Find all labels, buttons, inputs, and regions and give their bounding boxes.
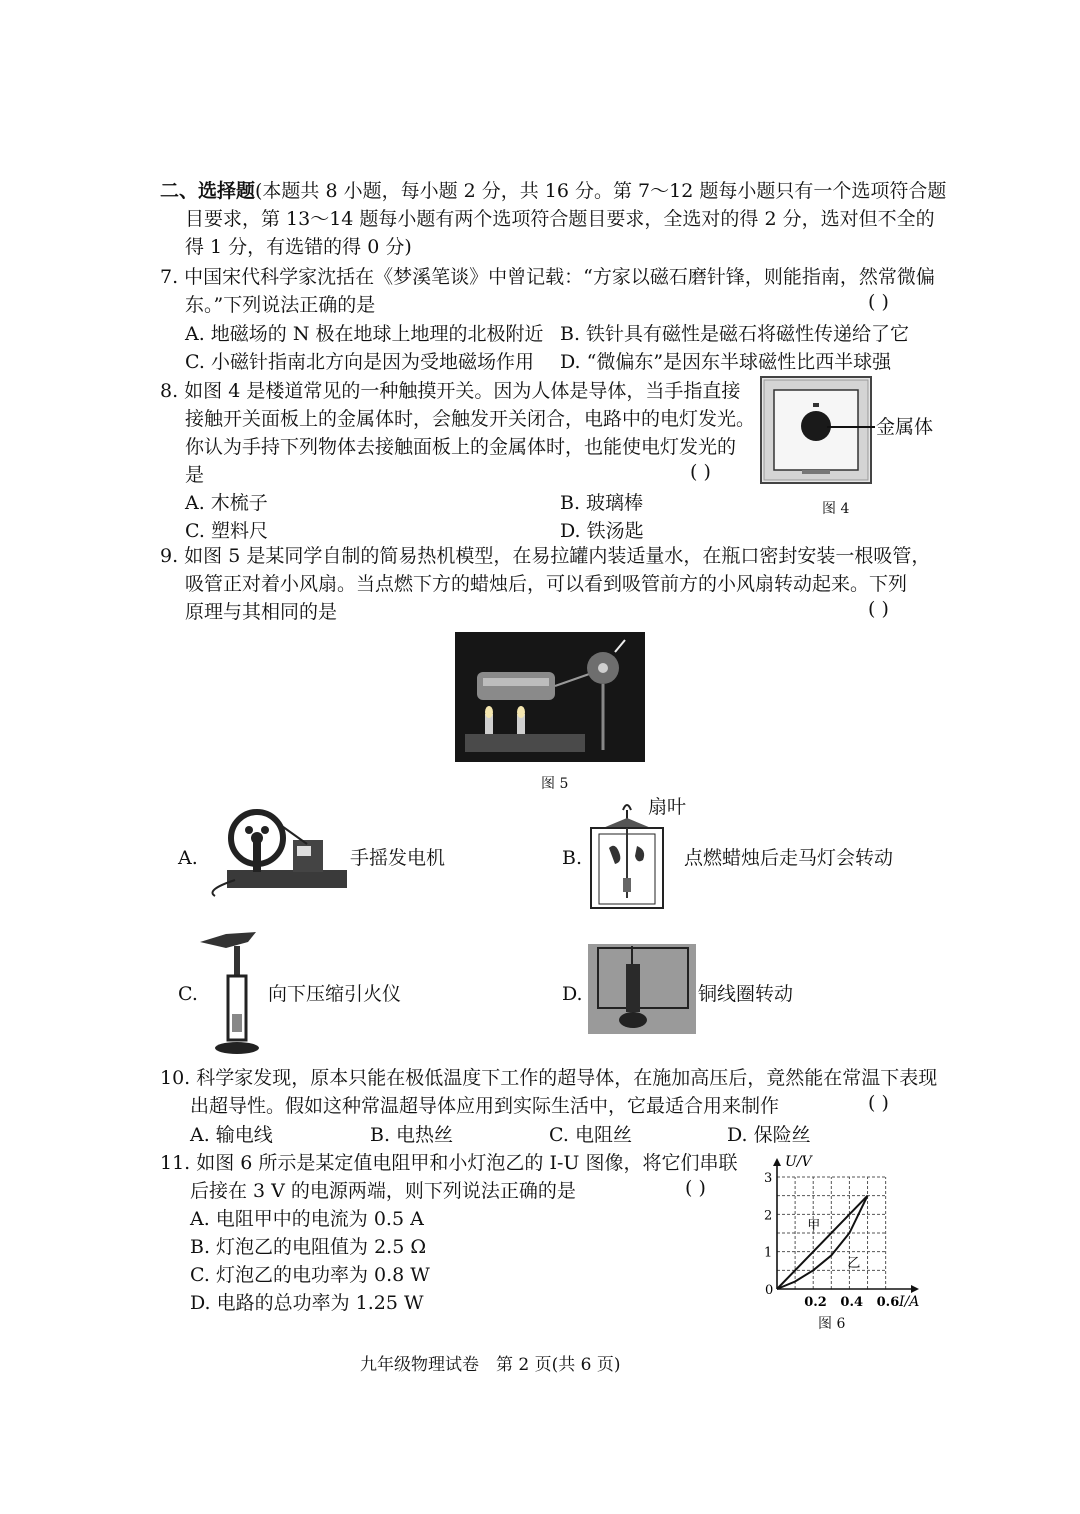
q10-option-c[interactable]: C. 电阻丝 [549,1124,632,1146]
q9-stem-line: 吸管正对着小风扇。当点燃下方的蜡烛后，可以看到吸管前方的小风扇转动起来。下列 [185,573,908,595]
origin-label: 0 [765,1283,774,1298]
q7-stem-line: 东。”下列说法正确的是 [185,294,376,316]
q10-option-d[interactable]: D. 保险丝 [727,1124,811,1146]
q7-option-a[interactable]: A. 地磁场的 N 极在地球上地理的北极附近 [185,323,544,345]
section-line: (本题共 8 小题，每小题 2 分，共 16 分。第 7～12 题每小题只有一个选项符合题 [255,180,947,202]
x-axis-arrow [911,1285,919,1293]
q8-option-a[interactable]: A. 木梳子 [185,492,268,514]
q11-stem-line: 11. 如图 6 所示是某定值电阻甲和小灯泡乙的 I-U 图像，将它们串联 [160,1152,738,1174]
section-line: 得 1 分，有选错的得 0 分) [185,236,412,258]
q9-option-c-letter[interactable]: C. [178,983,198,1005]
q9-option-d-text[interactable]: 铜线圈转动 [698,983,794,1005]
q11-option-c[interactable]: C. 灯泡乙的电功率为 0.8 W [190,1264,430,1286]
q8-stem-line: 是 [185,464,205,486]
q9-option-d-letter[interactable]: D. [562,983,583,1005]
hand-generator-image [205,800,355,900]
q7-stem-line: 7. 中国宋代科学家沈括在《梦溪笔谈》中曾记载：“方家以磁石磨针锋，则能指南，然常微偏 [160,266,935,288]
section-intro-line-1 [160,177,946,205]
x-axis-label: I/A [899,1294,920,1310]
q8-answer-paren[interactable]: ( ) [690,461,711,483]
q9-option-c-text[interactable]: 向下压缩引火仪 [268,983,402,1005]
copper-coil-image [588,944,696,1034]
q7-option-b[interactable]: B. 铁针具有磁性是磁石将磁性传递给了它 [560,323,910,345]
q8-option-c[interactable]: C. 塑料尺 [185,520,268,542]
heat-engine-photo [455,632,645,762]
q8-stem-line: 你认为手持下列物体去接触面板上的金属体时，也能使电灯发光的 [185,436,737,458]
metal-body-label: 金属体 [876,416,934,438]
x-tick-label: 0.2 [804,1295,827,1310]
fire-syringe-image [196,928,271,1058]
series-line-jia [777,1196,868,1289]
q7-answer-paren[interactable]: ( ) [868,291,889,313]
figure-6-caption: 图 6 [818,1316,846,1332]
q7-option-c[interactable]: C. 小磁针指南北方向是因为受地磁场作用 [185,351,534,373]
q10-option-a[interactable]: A. 输电线 [190,1124,273,1146]
q9-option-a-letter[interactable]: A. [178,847,198,869]
q8-stem-line: 8. 如图 4 是楼道常见的一种触摸开关。因为人体是导体，当手指直接 [160,380,741,402]
x-tick-label: 0.4 [840,1295,864,1310]
x-tick-label: 0.6 [876,1295,900,1310]
series-label-jia: 甲 [807,1218,821,1234]
q8-option-d[interactable]: D. 铁汤匙 [560,520,644,542]
q10-stem-line: 10. 科学家发现，原本只能在极低温度下工作的超导体，在施加高压后，竟然能在常温下表现 [160,1067,938,1089]
section-line: 目要求，第 13～14 题每小题有两个选项符合题目要求，全选对的得 2 分，选对但不全的 [185,208,935,230]
q9-option-b-letter[interactable]: B. [562,847,583,869]
y-tick-label: 1 [764,1245,773,1261]
figure-4-caption: 图 4 [822,501,850,517]
q9-stem-line: 9. 如图 5 是某同学自制的简易热机模型，在易拉罐内装适量水，在瓶口密封安装一根吸管， [160,545,931,567]
figure-5-caption: 图 5 [541,776,569,792]
q11-option-a[interactable]: A. 电阻甲中的电流为 0.5 A [190,1208,424,1230]
metal-label-leader [827,426,875,428]
y-tick-label: 3 [764,1171,773,1186]
q9-stem-line: 原理与其相同的是 [185,601,338,623]
q8-stem-line: 接触开关面板上的金属体时，会触发开关闭合，电路中的电灯发光。 [185,408,756,430]
q7-option-d[interactable]: D. “微偏东”是因东半球磁性比西半球强 [560,351,892,373]
q10-option-b[interactable]: B. 电热丝 [370,1124,454,1146]
q9-option-a-text[interactable]: 手摇发电机 [350,847,446,869]
q11-stem-line: 后接在 3 V 的电源两端，则下列说法正确的是 [190,1180,576,1202]
q8-option-b[interactable]: B. 玻璃棒 [560,492,644,514]
fan-blade-label: 扇叶 [648,796,687,818]
y-axis-label: U/V [785,1154,812,1170]
y-tick-label: 2 [764,1208,773,1224]
y-axis-arrow [773,1158,781,1166]
q11-option-b[interactable]: B. 灯泡乙的电阻值为 2.5 Ω [190,1236,427,1258]
section-header: 二、选择题 [160,180,256,202]
q9-option-b-text[interactable]: 点燃蜡烛后走马灯会转动 [684,847,894,869]
q11-answer-paren[interactable]: ( ) [685,1177,706,1199]
q10-answer-paren[interactable]: ( ) [868,1092,889,1114]
q10-stem-line: 出超导性。假如这种常温超导体应用到实际生活中，它最适合用来制作 [190,1095,780,1117]
iu-chart [750,1148,930,1313]
q11-option-d[interactable]: D. 电路的总功率为 1.25 W [190,1292,424,1314]
q9-answer-paren[interactable]: ( ) [868,598,889,620]
page-footer: 九年级物理试卷 第 2 页(共 6 页) [360,1355,621,1375]
series-label-yi: 乙 [847,1255,861,1271]
touch-switch-figure [760,376,872,484]
